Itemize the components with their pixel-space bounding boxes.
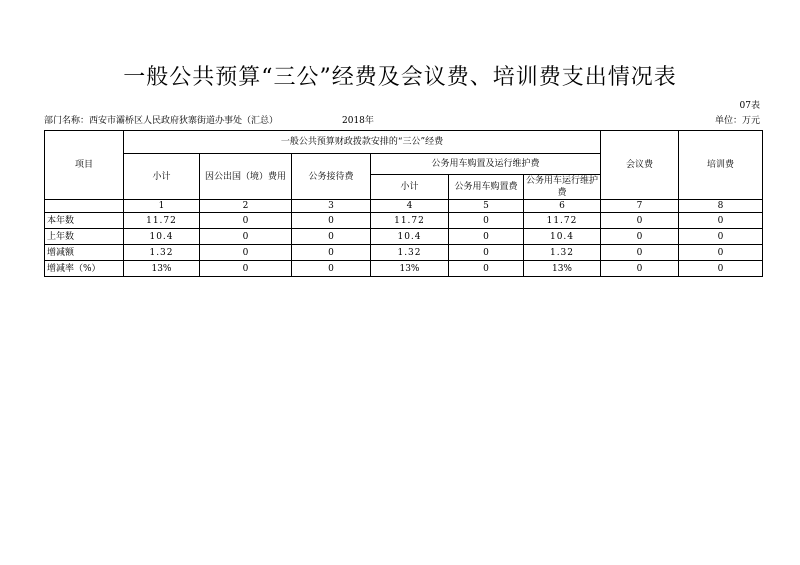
cell-value: 0: [200, 261, 292, 277]
table-row: [45, 229, 763, 245]
column-number-row: [45, 200, 763, 213]
cell-value: 0: [601, 245, 679, 261]
cell-value: 0: [292, 245, 371, 261]
cell-value: 10.4: [124, 229, 200, 245]
cell-value: 0: [601, 261, 679, 277]
column-number: 4: [371, 200, 449, 213]
cell-value: 0: [292, 213, 371, 229]
table-row: [45, 261, 763, 277]
department-name: 部门名称：西安市灞桥区人民政府狄寨街道办事处（汇总）: [44, 116, 279, 126]
header-meeting: 会议费: [601, 131, 679, 200]
row-label: 增减率（%）: [45, 261, 124, 277]
column-number: 1: [124, 200, 200, 213]
cell-value: 0: [679, 261, 763, 277]
header-group-main: 一般公共预算财政拨款安排的“三公”经费: [124, 131, 601, 154]
column-number: 7: [601, 200, 679, 213]
cell-value: 0: [679, 213, 763, 229]
row-label: 上年数: [45, 229, 124, 245]
cell-value: 0: [449, 245, 524, 261]
cell-value: 13%: [371, 261, 449, 277]
cell-value: 0: [449, 261, 524, 277]
page-title: 一般公共预算“三公”经费及会议费、培训费支出情况表: [123, 65, 677, 90]
cell-value: 11.72: [524, 213, 601, 229]
cell-value: 0: [449, 229, 524, 245]
cell-value: 1.32: [124, 245, 200, 261]
cell-value: 0: [200, 245, 292, 261]
table-number: 07表: [739, 101, 760, 111]
column-number: 3: [292, 200, 371, 213]
expense-table: [44, 130, 763, 277]
header-vehicle-operation: 公务用车运行维护费: [524, 175, 601, 200]
column-number: 5: [449, 200, 524, 213]
header-abroad: 因公出国（境）费用: [200, 154, 292, 200]
report-year: 2018年: [342, 116, 374, 126]
cell-value: 1.32: [371, 245, 449, 261]
cell-value: 0: [200, 213, 292, 229]
column-number-blank: [45, 200, 124, 213]
table-row: [45, 245, 763, 261]
meta-row: [44, 113, 760, 127]
cell-value: 11.72: [124, 213, 200, 229]
header-subtotal: 小计: [124, 154, 200, 200]
cell-value: 0: [292, 229, 371, 245]
header-vehicle-group: 公务用车购置及运行维护费: [371, 154, 601, 175]
cell-value: 13%: [124, 261, 200, 277]
header-training: 培训费: [679, 131, 763, 200]
column-number: 8: [679, 200, 763, 213]
cell-value: 0: [601, 229, 679, 245]
cell-value: 0: [292, 261, 371, 277]
cell-value: 0: [200, 229, 292, 245]
column-number: 6: [524, 200, 601, 213]
column-number: 2: [200, 200, 292, 213]
header-row-1: [45, 131, 763, 154]
row-label: 本年数: [45, 213, 124, 229]
table-row: [45, 213, 763, 229]
header-item: 项目: [45, 131, 124, 200]
cell-value: 0: [679, 229, 763, 245]
cell-value: 0: [449, 213, 524, 229]
header-reception: 公务接待费: [292, 154, 371, 200]
cell-value: 1.32: [524, 245, 601, 261]
cell-value: 10.4: [371, 229, 449, 245]
cell-value: 13%: [524, 261, 601, 277]
cell-value: 0: [679, 245, 763, 261]
cell-value: 10.4: [524, 229, 601, 245]
cell-value: 0: [601, 213, 679, 229]
unit-label: 单位：万元: [714, 116, 760, 126]
cell-value: 11.72: [371, 213, 449, 229]
header-vehicle-subtotal: 小计: [371, 175, 449, 200]
header-vehicle-purchase: 公务用车购置费: [449, 175, 524, 200]
row-label: 增减额: [45, 245, 124, 261]
